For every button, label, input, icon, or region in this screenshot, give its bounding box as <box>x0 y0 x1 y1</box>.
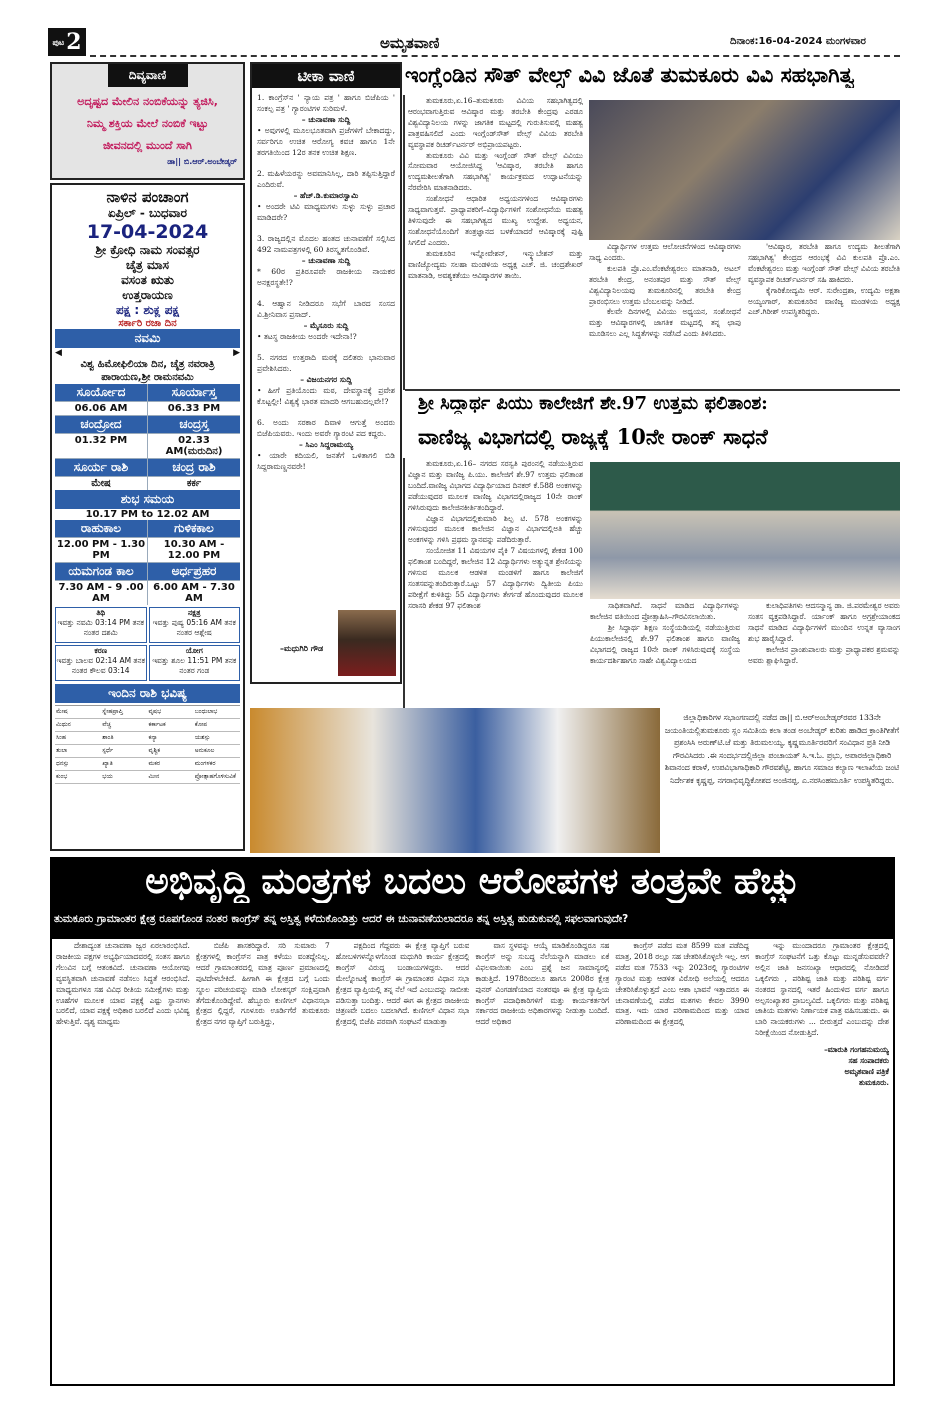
paragraph: ಕುಲಪತಿ ಪ್ರೊ.ಎಂ.ವೆಂಕಟೇಶ್ವರಲು ಮಾತನಾಡಿ, ಅಟಲ್ ತರಬೇತಿ ಕೇಂದ್ರ, ಅನಂತಪುರ ಮತ್ತು ಸೌತ್ ವೇಲ್ಸ್ ವಿಶ್ವವಿದ್ಯಾನಿಲಯವು ತುಮಕೂರಿನಲ್ಲಿ ತರಬೇತಿ ಕೇಂದ್ರ ಪ್ರಾರಂಭಿಸಲು ಉತ್ತಮ ಬೆಂಬಲವನ್ನು ನೀಡಿದೆ. <box>589 263 741 306</box>
paragraph: ವಿದ್ಯಾರ್ಥಿಗಳ ಉತ್ತಮ ಆಲೋಚನೆಗಳಿಂದ ಆವಿಷ್ಕಾರಗಳು ಸಾಧ್ಯ ಎಂದರು. <box>589 242 741 262</box>
rashi-prediction: ವೆಚ್ಚ <box>101 719 147 732</box>
timings-grid <box>55 384 240 490</box>
timing-value: 01.32 PM <box>55 434 147 458</box>
ritu: ವಸಂತ ಋತು <box>121 273 174 287</box>
timing-value: ಮೇಷ <box>55 477 147 490</box>
timing-label: ಸೂರ್ಯೋದ <box>55 384 147 401</box>
divyavani-title: ದಿವ್ಯವಾಣಿ <box>108 64 188 87</box>
tika-source: – ಹೆಚ್.ಡಿ.ಕುಮಾರಸ್ವಾಮಿ <box>293 191 359 200</box>
paragraph: ದೇಶಾದ್ಯಂತ ಚುನಾವಣಾ ಜ್ವರ ಏರಲಾರಂಭಿಸಿದೆ. ರಾಜಕೀಯ ಪಕ್ಷಗಳ ಅಭ್ಯರ್ಥಿಯಾದವರಲ್ಲಿ ಸಂತಸ ಹಾಗೂ ಗೆಲುವಿನ ಬಗ್ಗೆ ಆತಂಕವಿದೆ. ಚುನಾವಣಾ ಆಯೋಗವು ವ್ಯವಸ್ಥಿತವಾಗಿ ಚುನಾವಣೆ ನಡೆಸಲು ಸಿದ್ಧತೆ ಆರಂಭಿಸಿದೆ. ಮಾಧ್ಯಮಗಳೂ ಸಹ ವಿವಿಧ ರೀತಿಯ ಸಮೀಕ್ಷೆಗಳು ಮತ್ತು ಊಹೆಗಳ ಮೂಲಕ ಯಾವ ಪಕ್ಷಕ್ಕೆ ಎಷ್ಟು ಸ್ಥಾನಗಳು ಬರಲಿದೆ, ಯಾವ ಪಕ್ಷಕ್ಕೆ ಅಧಿಕಾರ ಬರಲಿದೆ ಎಂದು ಭವಿಷ್ಯ ಹೇಳುತ್ತಿವೆ. ದೃಶ್ಯ ಮಾಧ್ಯಮ <box>56 941 190 1027</box>
paragraph: ಕಾಂಗ್ರೆಸ್ ಪಡೆದ ಮತ 8599 ಮತ ಪಡೆದಿದ್ದ ಮಾತ್ರ, 2018 ರಲ್ಲೂ ಸಹ ಚೇತರಿಸಿಕೊಳ್ಳಲೇ ಇಲ್ಲ. ಆಗ ಪಡೆದ ಮತ 7533 ಇನ್ನು 2023ರಲ್ಲಿ ಗ್ಯಾರಂಟಿಗಳ ಗ್ಯಾರಂಟಿ ಮತ್ತು ಆಡಳಿತ ವಿರೋಧಿ ಅಲೆಯಲ್ಲಿ ಆದರೂ ಚೇತರಿಸಿಕೊಳ್ಳುತ್ತದೆ ಎಂಬ ಆಶಾ ಭಾವನೆ ಇತ್ತಾದರೂ ಈ ಚುನಾವಣೆಯಲ್ಲಿ ಪಡೆದ ಮತಗಳು ಕೇವಲ 3990 ಮಾತ್ರ. ಇದು ಯಾರ ಪರಿಣಾಮದಿಂದ ಮತ್ತು ಯಾವ ಪರಿಣಾಮದಿಂದ ಈ ಕ್ಷೇತ್ರದಲ್ಲಿ <box>615 941 750 1027</box>
tika-quote: 1. ಕಾಂಗ್ರೆಸ್‌ನ ' ನ್ಯಾಯ ಪತ್ರ ' ಹಾಗೂ ಬಿಜೆಪಿಯ ' ಸಂಕಲ್ಪ ಪತ್ರ ' ಗ್ಯಾರಂಟಿಗಳ ಸುರಿಮಳೆ. <box>257 93 395 113</box>
paragraph: ಕೈಗಾರಿಕೋದ್ಯಮಿ ಆರ್. ಸುರೇಂದ್ರಶಾ, ಉದ್ಯಮಿ ಅಕ್ಷತಾ ಅಯ್ಯಂಗಾರ್, ತುಮಕೂರಿನ ವಾಣಿಜ್ಯ ಮಂಡಳಿಯ ಅಧ್ಯಕ್ಷ ಎಚ್.ಗಿರೀಶ್ ಉಪಸ್ಥಿತರಿದ್ದರು. <box>748 285 900 317</box>
lead-column <box>336 941 470 1382</box>
rashi-prediction: ಸ್ಪರ್ಧೆ <box>101 745 147 758</box>
article2-col1 <box>408 459 583 707</box>
page-label: ಪುಟ <box>52 36 65 47</box>
lead-banner <box>50 857 895 939</box>
tika-source: – ಚುನಾವಣಾ ಸುದ್ದಿ <box>301 115 351 124</box>
ambedkar-jayanti-photo <box>250 708 660 853</box>
byline <box>755 1045 889 1089</box>
article1-photo <box>589 100 900 240</box>
rashi-name: ಮೀನ <box>148 771 194 784</box>
lead-column <box>615 941 749 1382</box>
masa: ಚೈತ್ರ ಮಾಸ <box>126 258 169 272</box>
paragraph: ಬಿಜೆಪಿ ಶಾಸಕರಿದ್ದಾರೆ. ಸರಿ ಸುಮಾರು 7 ಕ್ಷೇತ್ರಗಳಲ್ಲಿ ಕಾಂಗ್ರೆಸ್‌ನ ಪಾತ್ರ ಕಳೆಯು ವಂತದ್ದೇನಿಲ್ಲ. ಆದರೆ ಗ್ರಾಮಾಂತರದಲ್ಲಿ ಮಾತ್ರ ಪೂರ್ಣ ಪ್ರಮಾಣದಲ್ಲಿ ಪುಟಿದೇಳಬೇಕಿದೆ. ಹೀಗಾಗಿ ಈ ಕ್ಷೇತ್ರದ ಬಗ್ಗೆ ಒಂದು ಸ್ಥೂಲ ಪರಿಚಯವನ್ನು ಮಾಡಿ ಲೋಕಸ್ಕರ್ ಸಂಕ್ಷಿಪ್ತವಾಗಿ ತೆಗೆದುಕೊಂಡಿದ್ದೇವೆ. ಹೆಬ್ಬೂರು ಕುಣಿಗಲ್ ವಿಧಾನಸಭಾ ಕ್ಷೇತ್ರದ ಲ್ಲಿದ್ದರೆ, ಗೂಳೂರು ಊರ್ಡಿಗೆರೆ ತುಮಕೂರು ಕ್ಷೇತ್ರದ ನಗರ ವ್ಯಾಪ್ತಿಗೆ ಬರುತ್ತಿದ್ದು, <box>195 941 330 1027</box>
byline-line: ತುಮಕೂರು. <box>858 1077 889 1087</box>
panchanga-cell <box>55 645 147 681</box>
rashi-prediction: ಯಶಸ್ಸು <box>194 732 240 745</box>
rashi-name: ಸಿಂಹ <box>55 732 101 745</box>
rashi-prediction: ಖ್ಯಾತಿ <box>101 758 147 771</box>
panchanga-cell <box>55 607 147 643</box>
header-divider <box>90 55 900 57</box>
paragraph: ಕಾಲೇಜಿನ ಪ್ರಾಂಶುಪಾಲರು ಮತ್ತು ಪ್ರಾಧ್ಯಾಪಕರ ಶ್ರಮವನ್ನು ಅವರು ಶ್ಲಾಘಿಸಿದ್ದಾರೆ. <box>748 644 900 665</box>
panchanga-cell <box>149 607 241 643</box>
panchanga-cell <box>149 645 241 681</box>
cell-title: ನಕ್ಷತ್ರ <box>187 608 201 617</box>
quote-line: ನಿಮ್ಮ ಶಕ್ತಿಯ ಮೇಲೆ ನಂಬಿಕೆ ಇಟ್ಟು <box>86 117 209 130</box>
article1-col3 <box>748 242 900 387</box>
paragraph: ವಿಜ್ಞಾನ ವಿಭಾಗದಲ್ಲಿಕುಮಾರಿ ಶಿಲ್ಪ ಟಿ. 578 ಅಂಕಗಳನ್ನು ಗಳಿಸುವುದರ ಮೂಲಕ ಕಾಲೇಜಿನ ವಿಜ್ಞಾನ ವಿಭಾಗದಲ್ಲಿಅತಿ ಹೆಚ್ಚು ಅಂಕಗಳನ್ನು ಗಳಿಸಿ ಪ್ರಥಮ ಸ್ಥಾನವನ್ನು ಪಡೆದಿರುತ್ತಾರೆ. <box>408 513 583 545</box>
lead-article-body <box>50 939 895 1386</box>
columnist-signature: –ಮಧುಗಿರಿ ಗೌಡ <box>280 644 324 653</box>
article1-headline: ಇಂಗ್ಲೆಂಡಿನ ಸೌತ್ ವೇಲ್ಸ್ ವಿವಿ ಜೊತೆ ತುಮಕೂರು ವಿವಿ ಸಹಭಾಗಿತ್ವ <box>405 62 855 87</box>
rashi-prediction: ಶಾಂತಿ <box>101 732 147 745</box>
timing-value: ಕರ್ಕ <box>148 477 240 490</box>
page-no: 2 <box>66 29 82 55</box>
rashi-name: ಕುಂಭ <box>55 771 101 784</box>
tika-item <box>257 298 395 342</box>
article2-col3 <box>748 601 900 707</box>
rashi-name: ವೃಶ್ಚಿಕ <box>148 745 194 758</box>
paragraph: ಕುಲಾಧಿಪತಿಗಳು ಆದಸನ್ಮಾನ್ಯ ಡಾ. ಜಿ.ಪರಮೇಶ್ವರ ಅವರು ಸಂತಸ ವ್ಯಕ್ತಪಡಿಸಿದ್ದಾರೆ. ರ್ಯಾಂಕ್ ಹಾಗೂ ಅಗ್ರಶ್ರೇಯಾಂಕದ ಸಾಧನೆ ಮಾಡಿದ ವಿದ್ಯಾರ್ಥಿಗಳಿಗೆ ಮುಂದಿನ ಉನ್ನತ ವ್ಯಾಸಾಂಗ ಶುಭ ಹಾರೈಸಿದ್ದಾರೆ. <box>748 601 900 643</box>
cell-title: ಕರಣ <box>94 646 108 655</box>
timing-label: ಚಂದ್ರೋದ <box>55 416 147 433</box>
article2-headline1: ಶ್ರೀ ಸಿದ್ಧಾರ್ಥ ಪಿಯು ಕಾಲೇಜಿಗೆ ಶೇ.97 ಉತ್ತಮ ಫಲಿತಾಂಶ: <box>418 393 768 414</box>
rashi-prediction: ಅನುಕೂಲ <box>194 745 240 758</box>
tithi-cells <box>55 607 240 681</box>
shubha-label: ಶುಭ ಸಮಯ <box>55 490 240 509</box>
timing-label: ಚಂದ್ರ ರಾಶಿ <box>148 459 240 476</box>
paragraph: ತುಮಕೂರಿನ ಇನ್ನೋವೇಶನ್, ಇನ್ಕ್ಯುಬೇಶನ್ ಮತ್ತು ವಾಣಿಜ್ಯೋದ್ಯಮ ಸಲಹಾ ಮಂಡಳಿಯ ಅಧ್ಯಕ್ಷ ಎಚ್. ಜಿ. ಚಂದ್ರಶೇಖರ್ ಮಾತನಾಡಿ, ಅವಶ್ಯಕತೆಯು ಆವಿಷ್ಕಾರಗಳ ತಾಯಿ. <box>408 248 583 280</box>
paragraph: ತುಮಕೂರು ವಿವಿ ಮತ್ತು ಇಂಗ್ಲೆಂಡ್ ಸೌತ್ ವೇಲ್ಸ್ ವಿವಿಯು ಸೋಮವಾರ ಆಯೋಜಿಸಿದ್ದ 'ಆವಿಷ್ಕಾರ, ತರಬೇತಿ ಹಾಗೂ ಉದ್ಯಮಶೀಲತೆಗಾಗಿ ಸಹಭಾಗಿತ್ವ' ಕಾರ್ಯಕ್ರಮದ ಉದ್ಘಾಟನೆಯನ್ನು ನೆರವೇರಿಸಿ ಮಾತನಾಡಿದರು. <box>408 150 583 193</box>
rashi-prediction: ಸ್ನೇಹಪ್ರಾಪ್ತಿ <box>101 706 147 719</box>
tika-items <box>252 88 400 486</box>
paragraph: ಸಂಯೋಜಿತ 11 ವಿಷಯಗಳ ಪೈಕಿ 7 ವಿಷಯಗಳಲ್ಲಿ ಶೇಕಡ 100 ಫಲಿತಾಂಶ ಬಂದಿದ್ದರೆ, ಕಾಲೇಜಿನ 12 ವಿದ್ಯಾರ್ಥಿಗಳು ಅತ್ಯುನ್ನತ ಶ್ರೇಣಿಯನ್ನು ಗಳಿಸುವ ಮೂಲಕ ಆಡಳಿತ ಮಂಡಳಿಗೆ ಹಾಗೂ ಕಾಲೇಜಿಗೆ ಸಂತಸವನ್ನುತಂದಿರುತ್ತಾರೆ.ಒಟ್ಟು 57 ವಿದ್ಯಾರ್ಥಿಗಳು ದ್ವಿತೀಯ ಪಿಯು ಪರೀಕ್ಷೆಗೆ ಕುಳಿತಿದ್ದು 55 ವಿದ್ಯಾರ್ಥಿಗಳು ತೇರ್ಗಡೆ ಹೊಂದುವುದರ ಮೂಲಕ ಸರಾಸರಿ ಶೇಕಡ 97 ಫಲಿತಾಂಶ <box>408 546 583 610</box>
byline-line: ಸಹ ಸಂಪಾದಕರು <box>848 1056 889 1066</box>
rashi-prediction: ಬಂಧುಲಾಭ <box>194 706 240 719</box>
cell-value: ಇವತ್ತು ಬಾಲವ 02:14 AM ತನಕ ನಂತರ ಕೌಲವ 03:14 <box>56 656 145 675</box>
rashi-table <box>55 705 240 784</box>
kala-grid <box>55 520 240 605</box>
rashi-name: ಕರ್ಕಾಟಕ <box>148 719 194 732</box>
tika-vani-box <box>250 62 402 684</box>
page-number <box>48 28 86 56</box>
dateline: ದಿನಾಂಕ:16-04-2024 ಮಂಗಳವಾರ <box>730 36 866 47</box>
quote-author: ಡಾ|| ಬಿ.ಆರ್.ಅಂಬೇಡ್ಕರ್ <box>167 157 237 166</box>
columnist-photo <box>338 610 396 676</box>
timing-label: ಸೂರ್ಯಾಸ್ತ <box>148 384 240 401</box>
cell-value: ಇವತ್ತು ಶೂಲ 11:51 PM ತನಕ ನಂತರ ಗಂಡ <box>152 656 237 675</box>
timing-value: 12.00 PM - 1.30 PM <box>56 539 146 561</box>
masthead: ಅಮೃತವಾಣಿ <box>380 34 440 52</box>
paragraph: ಕೆಲವೇ ದಿನಗಳಲ್ಲಿ ವಿವಿಯು ಅಧ್ಯಯನ, ಸಂಶೋಧನೆ ಮತ್ತು ಆವಿಷ್ಕಾರಗಳಲ್ಲಿ ಜಾಗತಿಕ ಮಟ್ಟದಲ್ಲಿ ತನ್ನ ಛಾಪು ಮೂಡಿಸಲು ಎಲ್ಲ ಸಿದ್ಧತೆಗಳನ್ನು ನಡೆಸಿದೆ ಎಂದು ತಿಳಿಸಿದರು. <box>589 307 741 339</box>
tika-comment: • ಹೀಗೆ ಪ್ರತಿಯೊಂದು ಮಠ, ದೇವಸ್ಥಾನಕ್ಕೆ ಪ್ರವೇಶ ಕೊಟ್ಟಲ್ಲೀ! ವಿಶ್ವಕ್ಕೆ ಭಾರತ ಮಾದರಿ ಆಗಬಹುದಲ್ಲವೇ!? <box>257 386 395 406</box>
article1-col1 <box>408 96 583 386</box>
panchanga-day: ಏಪ್ರಿಲ್ - ಬುಧವಾರ <box>108 206 187 220</box>
cell-title: ತಿಥಿ <box>96 608 106 617</box>
byline-line: ಅಮೃತವಾಣಿ ಪತ್ರಿಕೆ <box>844 1066 889 1076</box>
tika-item <box>257 92 395 158</box>
cell-title: ಯೋಗ <box>185 646 203 655</box>
timing-label: ಗುಳಿಕಕಾಲ <box>148 520 240 537</box>
article2-photo <box>590 462 900 599</box>
panchanga-title: ನಾಳಿನ ಪಂಚಾಂಗ <box>106 188 189 206</box>
rashi-name: ಕನ್ಯಾ <box>148 732 194 745</box>
tika-item <box>257 352 395 407</box>
tika-source: – ಚುನಾವಣಾ ಸುದ್ದಿ <box>301 256 351 265</box>
lead-headline: ಅಭಿವೃದ್ಧಿ ಮಂತ್ರಗಳ ಬದಲು ಆರೋಪಗಳ ತಂತ್ರವೇ ಹೆಚ್ಚು <box>145 861 800 902</box>
tika-comment: * 60ರ ಪ್ರತಿರೂಪವೇ ರಾಜಕೀಯ ನಾಯಕರ ಅನಕ್ಷರಸ್ಥತೇ!? <box>257 267 395 287</box>
timing-value: 02.33 AM(ಮರುದಿನ) <box>148 434 240 458</box>
tika-item <box>257 168 395 223</box>
samvatsara: ಶ್ರೀ ಕ್ರೋಧಿ ನಾಮ ಸಂವತ್ಸರ <box>95 243 200 257</box>
timing-value: 06.33 PM <box>148 402 240 415</box>
tika-item <box>257 417 395 472</box>
lead-subheadline: ತುಮಕೂರು ಗ್ರಾಮಾಂತರ ಕ್ಷೇತ್ರ ರೂಪಗೊಂಡ ನಂತರ ಕಾಂಗ್ರೆಸ್ ತನ್ನ ಅಸ್ತಿತ್ವ ಕಳೆದುಕೊಂಡಿತ್ತು ಆದರೆ ಈ ಚುನಾವಣೆಯಲಾದರೂ ತನ್ನ ಅಸ್ತಿತ್ವ ಹುಡುಕುವಲ್ಲಿ ಸಫಲವಾಗುವುದೇ? <box>54 913 629 925</box>
holiday: ಸರ್ಕಾರಿ ರಜಾ ದಿನ <box>118 318 177 329</box>
tika-source: – ಸಿಎಂ ಸಿದ್ದರಾಮಯ್ಯ <box>298 440 354 449</box>
rashi-prediction: ಪ್ರೋತ್ಸಾಹಗೊಳಿಸುವಿಕೆ <box>194 771 240 784</box>
tika-quote: 2. ಮಹಿಳೆಯರನ್ನು ಅವಮಾನಿಸಿಲ್ಲ, ದಾರಿ ತಪ್ಪಿಸುತ್ತಿದ್ದಾರೆ ಎಂದಿರುವೆ. <box>257 169 395 189</box>
tika-item <box>257 233 395 288</box>
cell-value: ಇವತ್ತು ನವಮಿ 03:14 PM ತನಕ ನಂತರ ದಶಮಿ <box>57 618 144 637</box>
panchanga-date: 17-04-2024 <box>86 221 209 243</box>
cell-value: ಇವತ್ತು ಪುಷ್ಯ 05:16 AM ತನಕ ನಂತರ ಆಶ್ಲೇಷ <box>152 618 236 637</box>
timing-label: ಚಂದ್ರಸ್ತ <box>148 416 240 433</box>
timing-label: ರಾಹುಕಾಲ <box>55 520 147 537</box>
tika-source: – ಮೈಸೂರು ಸುದ್ದಿ <box>303 321 349 330</box>
tika-comment: • ತಟಸ್ಥ ರಾಜಕೀಯ ಅಂದರೇ ಇದೇನಾ!? <box>257 332 357 341</box>
tika-comment: • ಅವುಗಳಲ್ಲಿ ಮೂಲಭೂತವಾಗಿ ಪ್ರಜೆಗಳಿಗೆ ಬೇಕಾದದ್ದು, ಸರ್ವರಿಗೂ ಉಚಿತ ಆರೋಗ್ಯ ಕವಚ ಹಾಗೂ 1ನೇ ತರಗತಿಯಿಂದ 12ರ ತನಕ ಉಚಿತ ಶಿಕ್ಷಣ. <box>257 126 395 157</box>
timing-value: 6.00 AM - 7.30 AM <box>148 581 240 605</box>
rashi-prediction: ಭಯ <box>101 771 147 784</box>
article2-headline2: ವಾಣಿಜ್ಯ ವಿಭಾಗದಲ್ಲಿ ರಾಜ್ಯಕ್ಕೆ 10ನೇ ರಾಂಕ್ ಸಾಧನೆ <box>418 424 768 449</box>
ayana: ಉತ್ತರಾಯಣ <box>122 288 173 302</box>
timing-value: 7.30 AM - 9 .00 AM <box>55 581 147 605</box>
tika-comment: • ಅಂದರೇ ಟಿವಿ ಮಾಧ್ಯಮಗಳು ಸುಳ್ಳು ಸುಳ್ಳು ಪ್ರಚಾರ ಮಾಡಿದರೇ? <box>257 202 395 222</box>
panchanga-box <box>50 183 245 851</box>
tithi-bar: ನವಮಿ <box>55 329 240 348</box>
quote-line: ಜೀವನದಲ್ಲಿ ಮುಂದೆ ಸಾಗಿ <box>103 139 192 152</box>
lead-column <box>755 941 889 1382</box>
rashi-prediction: ಕೋಪ <box>194 719 240 732</box>
timing-label: ಯಮಗಂಡ ಕಾಲ <box>55 563 147 580</box>
paragraph: ಶ್ರೀ ಸಿದ್ಧಾರ್ಥ ಶಿಕ್ಷಣ ಸಂಸ್ಥೆಯಡಿಯಲ್ಲಿ ನಡೆಯುತ್ತಿರುವ ಪಿಯುಕಾಲೇಜಿನಲ್ಲಿ ಶೇ.97 ಫಲಿತಾಂಶ ಹಾಗೂ ವಾಣಿಜ್ಯ ವಿಭಾಗದಲ್ಲಿ ರಾಜ್ಯದ 10ನೇ ರಾಂಕ್ ಗಳಿಸಿರುವುದಕ್ಕೆ ಸಂಸ್ಥೆಯ ಕಾರ್ಯದರ್ಶಿಹಾಗೂ ಸಾಹೇ ವಿಶ್ವವಿದ್ಯಾಲಯದ <box>590 622 740 665</box>
tika-source: – ವಿಜಯನಗರ ಸುದ್ದಿ <box>300 375 352 384</box>
timing-value: 10.30 AM - 12.00 PM <box>148 538 240 562</box>
tika-quote: 6. ಅಂದು ಸರಕಾರ ದಿವಾಳಿ ಆಗುತ್ತೆ ಅಂದರು ಬಿಜೆಪಿಯವರು. ಇಂದು ಅವರೇ ಗ್ಯಾರಂಟಿ ಪದ ಕದ್ದರು. <box>257 418 395 438</box>
rashi-name: ವೃಷಭ <box>148 706 194 719</box>
rashi-name: ಮೇಷ <box>55 706 101 719</box>
tika-vani-title: ಟೀಕಾ ವಾಣಿ <box>252 64 400 88</box>
shubha-time: 10.17 PM to 12.02 AM <box>85 509 210 520</box>
paragraph: ಸಂಶೋಧನೆ ಆಧಾರಿತ ಅಧ್ಯಯನಗಳಿಂದ ಆವಿಷ್ಕಾರಗಳು ಸಾಧ್ಯವಾಗುತ್ತವೆ. ಪ್ರಾಧ್ಯಾಪಕರಿಗೆ–ವಿದ್ಯಾರ್ಥಿಗಳಿಗೆ ಸಂಶೋಧನೆಯ ಮಹತ್ವ ತಿಳಿಸುವುದೇ ಈ ಸಹಭಾಗಿತ್ವದ ಮುಖ್ಯ ಉದ್ದೇಶ. ಅಧ್ಯಯನ, ಸಂಶೋಧನೆಯೊಂದಿಗೆ ತಂತ್ರಜ್ಞಾನದ ಬಳಕೆಯಾದರೆ ಆವಿಷ್ಕಾರಕ್ಕೆ ಪುಷ್ಟಿ ಸಿಗಲಿದೆ ಎಂದರು. <box>408 194 583 247</box>
article1-col2 <box>589 242 741 387</box>
paragraph: ಪಕ್ಷದಿಂದ ಗೆದ್ದವರು ಈ ಕ್ಷೇತ್ರ ವ್ಯಾಪ್ತಿಗೆ ಬರುವ ಹೋಬಳಿಗಳನ್ನೊಳಗೊಂಡ ಮಧುಗಿರಿ ಕಾರ್ಯ ಕ್ಷೇತ್ರದಲ್ಲಿ ಕಾಂಗ್ರೆಸ್ ವಿರುದ್ಧ ಬಂಡಾಯಗಳಿದ್ದರು. ಆದರೆ ಮೇಲ್ನೋಟಕ್ಕೆ ಕಾಂಗ್ರೆಸ್ ಈ ಗ್ರಾಮಾಂತರ ವಿಧಾನ ಸಭಾ ಕ್ಷೇತ್ರದ ವ್ಯಾಪ್ತಿಯಲ್ಲಿ ತನ್ನ ನೆಲೆ ಇದೆ ಎಂಬುದನ್ನು ಸಾಬೀತು ಪಡಿಸುತ್ತಾ ಬಂದಿತ್ತು. ಆದರೆ ಈಗ ಈ ಕ್ಷೇತ್ರದ ರಾಜಕೀಯ ಚಿತ್ರಣವೇ ಬದಲು ಬದಲಾಗಿದೆ. ಕುಣಿಗಲ್ ವಿಧಾನ ಸಭಾ ಕ್ಷೇತ್ರದಲ್ಲಿ ಬಿಜೆಪಿ ಪರವಾಗಿ ಸಂಘಟನೆ ಮಾಡುತ್ತಾ <box>335 941 470 1027</box>
rashi-name: ತುಲಾ <box>55 745 101 758</box>
rashi-prediction: ಮಂಗಳಕರ <box>194 758 240 771</box>
tika-quote: 5. ನಗರದ ಉತ್ತರಾದಿ ಮಠಕ್ಕೆ ದಲಿತರು ಭಾನುವಾರ ಪ್ರವೇಶಿಸಿದರು. <box>257 353 395 373</box>
paragraph: ತುಮಕೂರು,ಏ.16– ನಗರದ ಸರಸ್ವತಿ ಪುರಂನಲ್ಲಿ ನಡೆಯುತ್ತಿರುವ ವಿಜ್ಞಾನ ಮತ್ತು ವಾಣಿಜ್ಯ ಪಿ.ಯು. ಕಾಲೇಜಿಗೆ ಶೇ.97 ಉತ್ತಮ ಫಲಿತಾಂಶ ಬಂದಿದೆ.ವಾಣಿಜ್ಯ ವಿಭಾಗದ ವಿದ್ಯಾರ್ಥಿಯಾದ ದಿನಕರ್ ಕೆ.588 ಅಂಕಗಳನ್ನು ಪಡೆಯುವುದರ ಮೂಲಕ ವಾಣಿಜ್ಯ ವಿಭಾಗದಲ್ಲಿರಾಜ್ಯದ 10ನೇ ರಾಂಕ್ ಗಳಿಸಿರುವುದು ಕಾಲೇಜಿನಕೀರ್ತಿತಂದಿದ್ದಾರೆ. <box>408 459 583 512</box>
lead-column <box>56 941 190 1382</box>
lead-column <box>475 941 609 1382</box>
tika-quote: 4. ಆಹ್ವಾನ ನೀಡಿದರೂ ಸಭೆಗೆ ಬಾರದ ಸಂಸದ ವಿ.ಶ್ರೀನಿವಾಸ ಪ್ರಸಾದ್. <box>257 299 395 319</box>
next-arrow-icon[interactable]: ▶ <box>233 348 240 358</box>
tika-comment: • ಯಾರೇ ಕದಿಯಲಿ, ಜನತೆಗೆ ಒಳಿತಾಗಲಿ ಬಿಡಿ ಸಿದ್ದರಾಮಣ್ಣನವರೇ! <box>257 451 395 471</box>
byline-line: –ಮಾರುತಿ ಗಂಗಹನುಮಯ್ಯ <box>824 1045 889 1055</box>
rashi-title: ಇಂದಿನ ರಾಶಿ ಭವಿಷ್ಯ <box>55 684 240 703</box>
divyavani-quote <box>52 91 243 157</box>
rashi-name: ಮಕರ <box>148 758 194 771</box>
paragraph: ವಾಸ ಸ್ಥಳವನ್ನು ಆಯ್ಕೆ ಮಾಡಿಕೊಂಡಿದ್ದರೂ ಸಹ ಕಾಂಗ್ರೆಸ್ ಅನ್ನು ಸುಬದ್ಧ ನೆಲೆಯನ್ನಾಗಿ ಮಾಡಲು ಏಕೆ ವಿಫಲವಾಯಿತು ಎಂಬ ಪ್ರಶ್ನೆ ಜನ ಸಾಮಾನ್ಯರಲ್ಲಿ ಕಾಡುತ್ತಿದೆ. 1978ರಿಂದಲೂ ಹಾಗೂ 2008ರ ಕ್ಷೇತ್ರ ಪುನರ್ ವಿಂಗಡಣೆಯಾದ ನಂತರವೂ ಈ ಕ್ಷೇತ್ರ ವ್ಯಾಪ್ತಿಯ ಕಾಂಗ್ರೆಸ್ ಪದಾಧಿಕಾರಿಗಳಿಗೆ ಮತ್ತು ಕಾರ್ಯಕರ್ತರಿಗೆ ಸರ್ಕಾರದ ರಾಜಕೀಯ ಅಧಿಕಾರಗಳನ್ನು ನೀಡುತ್ತಾ ಬಂದಿದೆ. ಆದರೆ ಅಧಿಕಾರ <box>475 941 610 1027</box>
timing-label: ಸೂರ್ಯ ರಾಶಿ <box>55 459 147 476</box>
quote-line: ಅದೃಷ್ಟದ ಮೇಲಿನ ನಂಬಿಕೆಯನ್ನು ತ್ಯಜಿಸಿ, <box>77 95 218 108</box>
timing-value: 06.06 AM <box>55 402 147 415</box>
timing-label: ಅರ್ಧಪ್ರಹರ <box>148 563 240 580</box>
prev-arrow-icon[interactable]: ◀ <box>55 348 62 358</box>
events: ವಿಶ್ವ ಹಿಮೋಫಿಲಿಯಾ ದಿನ, ಚೈತ್ರ ನವರಾತ್ರಿ ಪಾರಾಯಣ,ಶ್ರೀ ರಾಮನವಮಿ <box>80 359 215 383</box>
divyavani-box <box>50 62 245 180</box>
rashi-name: ಮಿಥುನ <box>55 719 101 732</box>
paksha: ಪಕ್ಷ : ಶುಕ್ಲ ಪಕ್ಷ <box>116 303 179 317</box>
paragraph: ಸಾಧಿತವಾಗಿದೆ. ಸಾಧನೆ ಮಾಡಿದ ವಿದ್ಯಾರ್ಥಿಗಳನ್ನು ಕಾಲೇಜಿನ ವತಿಯಿಂದ ಪ್ರೋತ್ಸಾಹಿಸಿ–ಗೌರವಿಸಲಾಯಿತು. <box>590 601 740 621</box>
lead-column <box>196 941 330 1382</box>
tika-quote: 3. ರಾಜ್ಯದಲ್ಲಿನ ಮೊದಲ ಹಂತದ ಚುನಾವಣೆಗೆ ಸಲ್ಲಿಸಿದ 492 ನಾಮಪತ್ರಗಳಲ್ಲಿ 60 ತಿರಸ್ಕೃತಗೊಂಡಿವೆ. <box>257 234 395 254</box>
paragraph: ತುಮಕೂರು,ಏ.16–ತುಮಕೂರು ವಿವಿಯ ಸಹಭಾಗಿತ್ವದಲ್ಲಿ ಆರಂಭವಾಗುತ್ತಿರುವ ಆವಿಷ್ಕಾರ ಮತ್ತು ತರಬೇತಿ ಕೇಂದ್ರವು ಎರಡೂ ವಿಶ್ವವಿದ್ಯಾನಿಲಯ ಗಳನ್ನು ಜಾಗತಿಕ ಮಟ್ಟದಲ್ಲಿ ಗುರುತಿಸುವಲ್ಲಿ ಮಹತ್ವ ಪಾತ್ರವಹಿಸಲಿದೆ ಎಂದು ಇಂಗ್ಲೆಂಡ್‌ಸೌತ್ ವೇಲ್ಸ್ ವಿವಿಯ ತರಬೇತಿ ವ್ಯವಸ್ಥಾಪಕ ರಿಚರ್ಡ್‌ಟರ್ನರ್ ಅಭಿಪ್ರಾಯಪಟ್ಟರು. <box>408 96 583 149</box>
paragraph: ಇನ್ನು ಮುಂದಾದರೂ ಗ್ರಾಮಾಂತರ ಕ್ಷೇತ್ರದಲ್ಲಿ ಕಾಂಗ್ರೆಸ್ ಸಂಘಟನೆಗೆ ಒತ್ತು ಕೊಟ್ಟು ಮುನ್ನಡೆಸುವವರೇ? ಅಲ್ಲಿನ ಜಾತಿ ಜನಸಂಖ್ಯಾ ಆಧಾರದಲ್ಲಿ ನೋಡಿದರೆ ಒಕ್ಕಲಿಗರು , ಪರಿಶಿಷ್ಟ ಜಾತಿ ಮತ್ತು ಪರಿಶಿಷ್ಟ ವರ್ಗ ನಂತರದ ಸ್ಥಾನದಲ್ಲಿ ಇತರೆ ಹಿಂದುಳಿದ ವರ್ಗ ಹಾಗೂ ಅಲ್ಪಸಂಖ್ಯಾತರ ಪ್ರಾಬಲ್ಯವಿದೆ. ಒಕ್ಕಲಿಗರು ಮತ್ತು ಪರಿಶಿಷ್ಟ ಜಾತಿಯ ಮತಗಳು ನಿರ್ಣಾಯಕ ಪಾತ್ರ ವಹಿಸಬಹುದು. ಈ ಬಾರಿ ನಾಯಕರುಗಳು ... ಬೀರುತ್ತದೆ ಎಂಬುದನ್ನು ದೇಶ ನಿರೀಕ್ಷೆಯಿಂದ ನೋಡುತ್ತಿದೆ. <box>755 941 889 1038</box>
article2-col2 <box>590 601 740 707</box>
paragraph: 'ಆವಿಷ್ಕಾರ, ತರಬೇತಿ ಹಾಗೂ ಉದ್ಯಮ ಶೀಲತೆಗಾಗಿ ಸಹಭಾಗಿತ್ವ' ಕೇಂದ್ರದ ಆರಂಭಕ್ಕೆ ವಿವಿ ಕುಲಪತಿ ಪ್ರೊ.ಎಂ. ವೆಂಕಟೇಶ್ವರಲು ಮತ್ತು ಇಂಗ್ಲೆಂಡ್ ಸೌತ್ ವೇಲ್ಸ್ ವಿವಿಯ ತರಬೇತಿ ವ್ಯವಸ್ಥಾಪಕ ರಿಚರ್ಡ್‌ಟರ್ನರ್ ಸಹಿ ಹಾಕಿದರು. <box>748 242 900 284</box>
rashi-name: ಧನಸ್ಸು <box>55 758 101 771</box>
photo-caption: ಜಿಲ್ಲಾಧಿಕಾರಿಗಳ ಸಭಾಂಗಣದಲ್ಲಿ ನಡೆದ ಡಾ|| ಬಿ.ಆರ್‌ಅಂಬೇಡ್ಕರ್‌ರವರ 133ನೇ ಜಯಂತಿಯಲ್ಲಿತುಮಕೂರು ಸ್ಲಂ ಸಮಿತಿಯ ಕಲಾ ತಂಡ ಅಂಬೇಡ್ಕರ್ ಕುರಿತು ಹಾಡಿದ ಕ್ರಾಂತಿಗೀತೆಗೆ ಪ್ರಶಂಸಿಸಿ ಅರುಣ್‌ಟಿ.ಜೆ ಮತ್ತು ತಿರುಮಲಯ್ಯ, ಕೃಷ್ಣಮೂರ್ತಿರವರಿಗೆ ಸಂವಿಧಾನ ಪ್ರತಿ ನೀಡಿ ಗೌರವಿಸಿದರು .ಈ ಸಂದರ್ಭದಲ್ಲಿಜಿಲ್ಲಾ ಪಂಚಾಯತ್ ಸಿ.ಇ.ಓ. ಪ್ರಭು, ಅಪಾರಜಿಲ್ಲಾಧಿಕಾರಿ ಶಿವಾನಂದ ಕರಾಳೆ, ಉಪವಿಭಾಗಾಧಿಕಾರಿ ಗೌರವಶೆಟ್ಟಿ, ಹಾಗೂ ಸಮಾಜ ಕಲ್ಯಾಣ ಇಲಾಖೆಯ ಜಂಟಿ ನಿರ್ದೇಶಕ ಕೃಷ್ಣಪ್ಪ, ನಗರಾಭಿವೃದ್ಧಿಕೋಶದ ಅಂಜಿನಪ್ಪ, ಎ.ನರಸಿಂಹಮೂರ್ತಿ ಉಪಸ್ಥಿತರಿದ್ದರು. <box>664 713 900 785</box>
